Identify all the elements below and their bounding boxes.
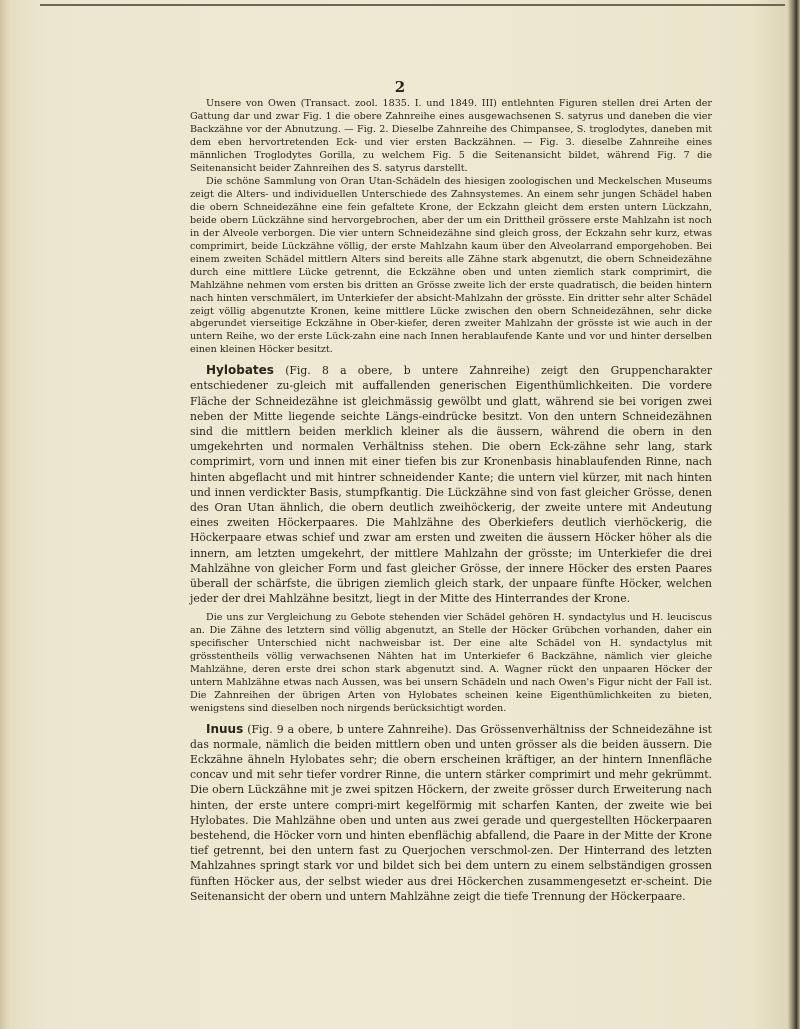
paragraph-text: (Fig. 8 a obere, b untere Zahnreihe) zeigt den Gruppencharakter entschiedener zu-gleich mit auffallenden generischen Eigenthümlichkeiten. Die vordere Fläche der Schneidezähne ist gleichmässig gewölbt und glatt, während sie bei vorigen zwei neben der Mitte liegende seichte Längs-eindrücke besitzt. Von den untern Schneidezähnen sind die mittlern beiden merklich kleiner als die äussern, während die obern in den umgekehrten und normalen Verhältniss stehen. Die obern Eck-zähne sehr lang, stark comprimirt, vorn und innen mit einer tiefen bis zur Kronenbasis hinablaufenden Rinne, nach hinten abgeflacht und mit hintrer schneidender Kante; die untern viel kürzer, mit nach hinten und innen verdickter Basis, stumpfkantig. Die Lückzähne sind von fast gleicher Grösse, denen des Oran Utan ähnlich, die obern deutlich zweihöckerig, der zweite untere mit Andeutung eines zweiten Höckerpaares. Die Mahlzähne des Oberkiefers deutlich vierhöckerig, die Höckerpaare etwas schief und zwar am ersten und zweiten die äussern Höcker höher als die innern, am letzten umgekehrt, der mittlere Mahlzahn der grösste; im Unterkiefer die drei Mahlzähne von gleicher Form und fast gleicher Grösse, der innere Höcker des ersten Paares überall der schärfste, die übrigen ziemlich gleich stark, der unpaare fünfte Höcker, welchen jeder der drei Mahlzähne besitzt, liegt in der Mitte des Hinterrandes der Krone. xyxy=(190,364,712,606)
paragraph-text: Unsere von Owen (Transact. zool. 1835. I. und 1849. III) entlehnten Figuren stellen drei Arten der Gattung dar und zwar Fig. 1 die obere Zahnreihe eines ausgewachsenen S. satyrus und daneben die vier Backzähne vor der Abnutzung. — Fig. 2. Dieselbe Zahnreihe des Chimpansee, S. troglodytes, daneben mit dem eben hervortretenden Eck- und vier ersten Backzähnen. — Fig. 3. dieselbe Zahnreihe eines männlichen Troglodytes Gorilla, zu welchem Fig. 5 die Seitenansicht bildet, während Fig. 7 die Seitenansicht beider Zahnreihen des S. satyrus darstellt. xyxy=(190,98,712,174)
paragraph-hylobates xyxy=(190,363,712,606)
book-spine-edge xyxy=(788,0,800,1029)
page-left-edge xyxy=(0,0,10,1029)
genus-heading-inuus: Inuus xyxy=(206,721,244,736)
paragraph-inuus xyxy=(190,722,712,904)
paragraph-owen-figures xyxy=(190,98,712,175)
paragraph-text: (Fig. 9 a obere, b untere Zahnreihe). Das Grössenverhältniss der Schneidezähne ist das normale, nämlich die beiden mittlern oben und unten grösser als die beiden äussern. Die Eckzähne ähneln Hylobates sehr; die obern erscheinen kräftiger, an der hintern Innenfläche concav und mit sehr tiefer vordrer Rinne, die untern stärker comprimirt und mehr gekrümmt. Die obern Lückzähne mit je zwei spitzen Höckern, der zweite grösser durch Erweiterung nach hinten, der erste untere compri-mirt kegelförmig mit scharfen Kanten, der zweite wie bei Hylobates. Die Mahlzähne oben und unten aus zwei gerade und quergestellten Höckerpaaren bestehend, die Höcker vorn und hinten ebenflächig abfallend, die Paare in der Mitte der Krone tief getrennt, bei den untern fast zu Querjochen verschmol-zen. Der Hinterrand des letzten Mahlzahnes springt stark vor und bildet sich bei dem untern zu einem selbständigen grossen fünften Höcker aus, der selbst wieder aus drei Höckerchen zusammengesetzt er-scheint. Die Seitenansicht der obern und untern Mahlzähne zeigt die tiefe Trennung der Höckerpaare. xyxy=(190,722,712,903)
genus-heading-hylobates: Hylobates xyxy=(206,363,274,378)
body-text xyxy=(190,98,712,904)
top-rule xyxy=(40,4,785,6)
paragraph-oran-utan-collection xyxy=(190,176,712,357)
page-number: 2 xyxy=(394,78,406,96)
paragraph-text: Die schöne Sammlung von Oran Utan-Schädeln des hiesigen zoologischen und Meckelschen Museums zeigt die Alters- und individuellen Unterschiede des Zahnsystemes. An einem sehr jungen Schädel haben die obern Schneidezähne eine fein gefaltete Krone, der Eckzahn gleicht dem ersten untern Lückzahn, beide obern Lückzähne sind hervorgebrochen, aber der um ein Drittheil grössere erste Mahlzahn ist noch in der Alveole verborgen. Die vier untern Schneidezähne sind gleich gross, der Eckzahn sehr kurz, etwas comprimirt, beide Lückzähne völlig, der erste Mahlzahn kaum über den Alveolarrand emporgehoben. Bei einem zweiten Schädel mittlern Alters sind bereits alle Zähne stark abgenutzt, die obern Schneidezähne durch eine mittlere Lücke getrennt, die Eckzähne oben und unten ziemlich stark comprimirt, die Mahlzähne nehmen vom ersten bis dritten an Grösse zweite lich der erste quadratisch, die beiden hintern nach hinten verschmälert, im Unterkiefer der absicht-Mahlzahn der grösste. Ein dritter sehr alter Schädel zeigt völlig abgenutzte Kronen, keine mittlere Lücke zwischen den obern Schneidezähnen, sehr dicke abgerundet vierseitige Eckzähne in Ober-kiefer, deren zweiter Mahlzahn der grösste ist wie auch in der untern Reihe, wo der erste Lück-zahn eine nach Innen herablaufende Kante und vor und hinter derselben einen kleinen Höcker besitzt. xyxy=(190,176,712,356)
paragraph-text: Die uns zur Vergleichung zu Gebote stehenden vier Schädel gehören H. syndactylus und H. leuciscus an. Die Zähne des letztern sind völlig abgenutzt, an Stelle der Höcker Grübchen vorhanden, daher ein specifischer Unterschied nicht nachweisbar ist. Der eine alte Schädel von H. syndactylus mit grösstentheils völlig verwachsenen Nähten hat im Unterkiefer 6 Backzähne, nämlich vier gleiche Mahlzähne, deren erste drei schon stark abgenutzt sind. A. Wagner rückt den unpaaren Höcker der untern Mahlzähne etwas nach Aussen, was bei unsern Schädeln und nach Owen's Figur nicht der Fall ist. Die Zahnreihen der übrigen Arten von Hylobates scheinen keine Eigenthümlichkeiten zu bieten, wenigstens sind dieselben noch nirgends berücksichtigt worden. xyxy=(190,612,712,714)
paragraph-hylobates-skulls xyxy=(190,612,712,715)
